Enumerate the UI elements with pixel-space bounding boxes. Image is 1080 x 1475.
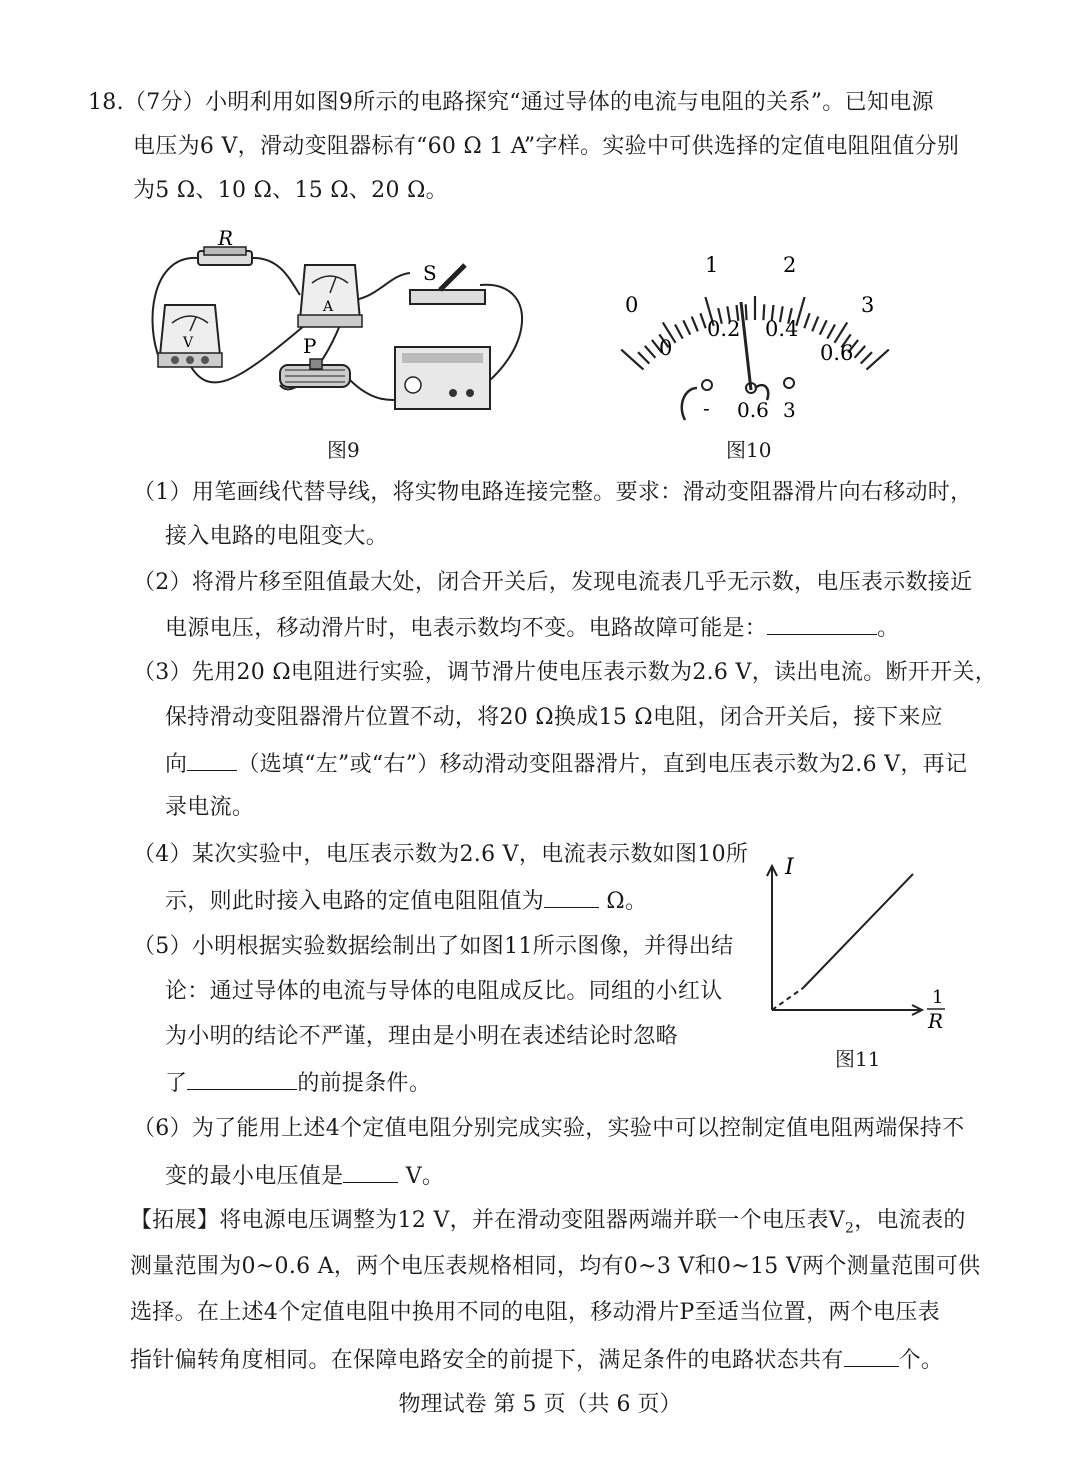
scale-bottom-0-4: 0.4 <box>765 317 799 341</box>
extension-line-3: 选择。在上述4个定值电阻中换用不同的电阻，移动滑片P至适当位置，两个电压表 <box>130 1300 940 1325</box>
dial-tick <box>867 350 889 370</box>
power-supply <box>395 347 490 409</box>
svg-text:P: P <box>303 334 317 358</box>
part-5-line-4: 了 的前提条件。 <box>165 1067 431 1099</box>
resistor-r <box>198 226 252 265</box>
question-intro-line-1: 18.（7分）小明利用如图9所示的电路探究“通过导体的电流与电阻的关系”。已知电源 <box>88 90 934 115</box>
dial-tick <box>835 322 848 342</box>
ammeter <box>298 265 362 327</box>
dial-tick <box>804 313 809 328</box>
dial-tick <box>861 352 872 363</box>
figure-11-caption: 图11 <box>835 1047 881 1071</box>
dial-tick <box>621 350 643 370</box>
dial-tick <box>692 317 698 332</box>
scale-top-3: 3 <box>861 293 875 317</box>
part-3-line-4: 录电流。 <box>165 795 255 820</box>
dial-tick <box>645 346 656 358</box>
part-4-line-2: 示，则此时接入电路的定值电阻阻值为 Ω。 <box>165 885 647 917</box>
dial-tick <box>700 313 705 328</box>
y-axis-label: I <box>785 855 794 880</box>
dial-terminals <box>682 378 796 422</box>
part-4-line-1: （4）某次实验中，电压表示数为2.6 V，电流表示数如图10所 <box>133 842 749 867</box>
dial-tick <box>855 346 866 358</box>
scale-bottom-0: 0 <box>659 336 673 360</box>
voltmeter <box>158 305 222 367</box>
dial-tick <box>746 304 747 320</box>
answer-blank-3[interactable] <box>187 748 237 771</box>
question-number: 18. <box>88 90 124 115</box>
scale-bottom-0-6: 0.6 <box>820 341 854 365</box>
part-5-line-3: 为小明的结论不严谨，理由是小明在表述结论时忽略 <box>165 1024 678 1049</box>
answer-blank-extension[interactable] <box>844 1344 899 1367</box>
part-2-line-1: （2）将滑片移至阻值最大处，闭合开关后，发现电流表几乎无示数，电压表示数接近 <box>133 570 973 595</box>
question-intro-line-2: 电压为6 V，滑动变阻器标有“60 Ω 1 A”字样。实验中可供选择的定值电阻阻值分别 <box>133 134 960 159</box>
dial-tick <box>827 325 835 339</box>
extrapolated-segment <box>772 988 803 1010</box>
switch-s <box>410 261 485 304</box>
extension-line-2: 测量范围为0~0.6 A，两个电压表规格相同，均有0~3 V和0~15 V两个测量范围可供 <box>130 1254 981 1279</box>
figure-9-circuit <box>140 225 540 420</box>
part-5-line-2: 论：通过导体的电流与导体的电阻成反比。同组的小红认 <box>165 979 723 1004</box>
part-3-line-2: 保持滑动变阻器滑片位置不动，将20 Ω换成15 Ω电阻，闭合开关后，接下来应 <box>165 705 943 730</box>
answer-blank-5[interactable] <box>187 1067 297 1090</box>
part-5-line-1: （5）小明根据实验数据绘制出了如图11所示图像，并得出结 <box>133 934 734 959</box>
part-1-line-2: 接入电路的电阻变大。 <box>165 524 389 549</box>
dial-tick <box>820 320 827 334</box>
svg-text:A: A <box>323 299 334 315</box>
answer-blank-6[interactable] <box>343 1160 398 1183</box>
figure-10-ammeter-dial <box>615 240 895 430</box>
rheostat-p <box>280 334 350 387</box>
scale-top-0: 0 <box>625 293 639 317</box>
svg-text:R: R <box>218 226 234 250</box>
part-2-line-2: 电源电压，移动滑片时，电表示数均不变。电路故障可能是： 。 <box>165 612 899 644</box>
question-intro-line-3: 为5 Ω、10 Ω、15 Ω、20 Ω。 <box>133 178 448 203</box>
x-axis-label-numerator: 1 <box>932 987 944 1008</box>
scale-top-1: 1 <box>705 253 719 277</box>
dial-tick <box>812 317 818 332</box>
extension-line-4: 指针偏转角度相同。在保障电路安全的前提下，满足条件的电路状态共有 个。 <box>130 1344 943 1376</box>
answer-blank-2[interactable] <box>767 612 877 635</box>
svg-text:0.6: 0.6 <box>737 398 769 422</box>
part-6-line-1: （6）为了能用上述4个定值电阻分别完成实验，实验中可以控制定值电阻两端保持不 <box>133 1116 965 1141</box>
part-3-line-1: （3）先用20 Ω电阻进行实验，调节滑片使电压表示数为2.6 V，读出电流。断开开关， <box>133 660 997 685</box>
answer-blank-4[interactable] <box>544 885 599 908</box>
dial-tick <box>683 320 690 334</box>
part-6-line-2: 变的最小电压值是 V。 <box>165 1160 444 1192</box>
figure-11-graph <box>755 850 955 1040</box>
part-1-line-1: （1）用笔画线代替导线，将实物电路连接完整。要求：滑动变阻器滑片向右移动时， <box>133 480 973 505</box>
scale-top-2: 2 <box>783 253 797 277</box>
data-line <box>803 874 913 988</box>
scale-bottom-0-2: 0.2 <box>707 317 741 341</box>
dial-tick <box>675 325 683 339</box>
svg-text:V: V <box>183 335 194 351</box>
svg-text:S: S <box>423 261 437 285</box>
part-3-line-3: 向 （选填“左”或“右”）移动滑动变阻器滑片，直到电压表示数为2.6 V，再记 <box>165 748 967 780</box>
extension-line-1: 【拓展】将电源电压调整为12 V，并在滑动变阻器两端并联一个电压表$V_2$，电流表的 <box>130 1208 966 1237</box>
dial-tick <box>638 352 649 363</box>
x-axis-label-denominator: R <box>928 1009 944 1033</box>
svg-text:3: 3 <box>783 398 796 422</box>
figure-9-caption: 图9 <box>327 438 360 462</box>
page-footer: 物理试卷 第 5 页（共 6 页） <box>398 1392 682 1417</box>
figure-10-caption: 图10 <box>726 438 772 462</box>
svg-text:-: - <box>703 396 710 420</box>
